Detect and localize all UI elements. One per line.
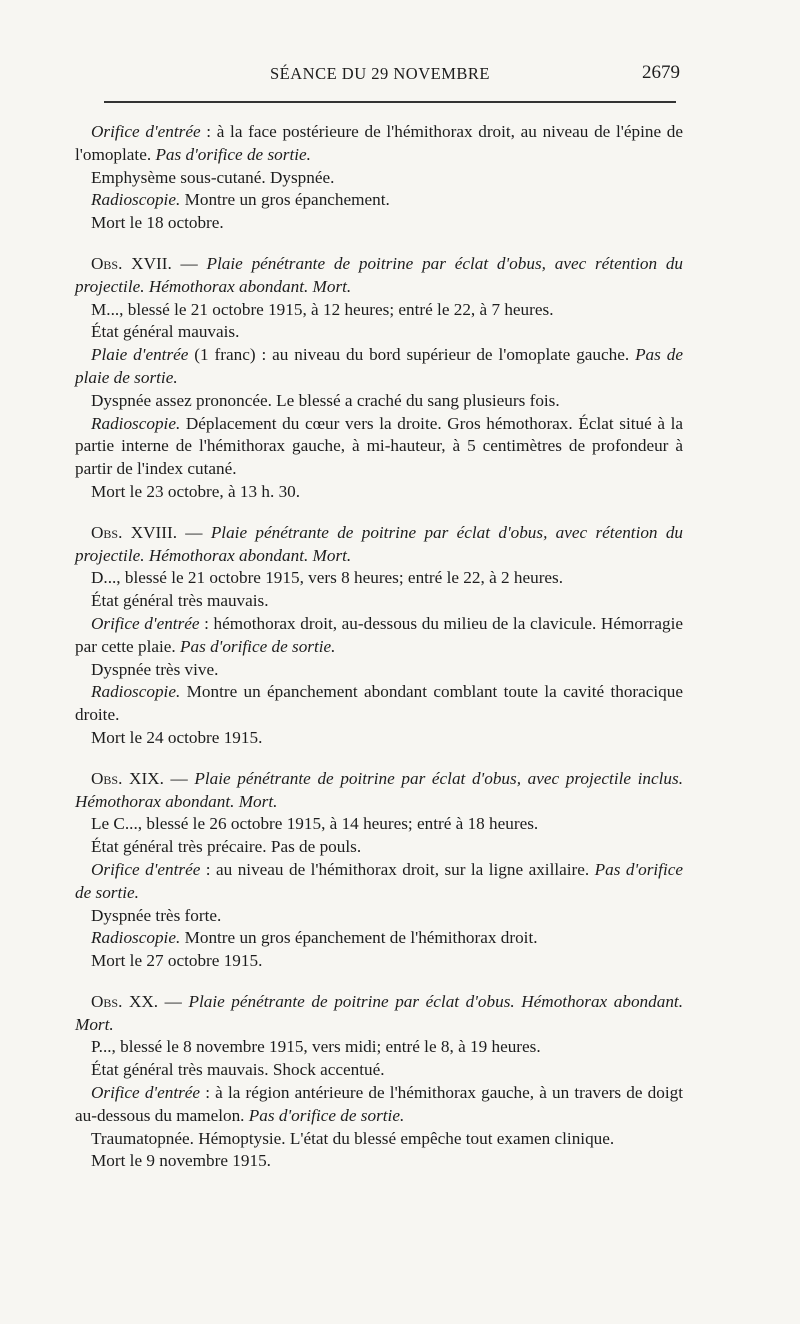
observation-label: Obs. XVIII. bbox=[91, 522, 177, 542]
paragraph bbox=[75, 927, 683, 950]
italic-text: Plaie pénétrante de poitrine par éclat d'obus, avec rétention du projectile. Hémothorax abondant. Mort. bbox=[75, 253, 684, 296]
text-run: — bbox=[158, 991, 189, 1011]
text-run: M..., blessé le 21 octobre 1915, à 12 heures; entré le 22, à 7 heures. bbox=[91, 299, 554, 319]
paragraph bbox=[75, 1059, 683, 1082]
text-run: : au niveau de l'hémithorax droit, sur la ligne axillaire. bbox=[200, 859, 595, 879]
paragraph bbox=[75, 167, 683, 190]
observation-label: Obs. XIX. bbox=[91, 768, 164, 788]
text-run: : à la région antérieure de l'hémithorax gauche, à un travers de doigt au-dessous du mamelon. bbox=[75, 1083, 683, 1125]
italic-text: Pas de plaie de sortie. bbox=[75, 345, 683, 387]
text-run: Mort le 24 octobre 1915. bbox=[91, 727, 263, 747]
italic-text: Plaie pénétrante de poitrine par éclat d'obus, avec projectile inclus. Hémothorax abondant. Mort. bbox=[75, 768, 683, 811]
italic-text: Pas d'orifice de sortie. bbox=[248, 1105, 405, 1125]
italic-text: Plaie pénétrante de poitrine par éclat d'obus, avec rétention du projectile. Hémothorax abondant. Mort. bbox=[75, 522, 684, 565]
text-run: : à la face postérieure de l'hémithorax droit, au niveau de l'épine de l'omoplate. bbox=[75, 122, 683, 164]
text-run: Montre un épanchement abondant comblant toute la cavité thoracique droite. bbox=[75, 682, 683, 725]
text-run: Mort le 9 novembre 1915. bbox=[91, 1151, 271, 1171]
italic-text: Radioscopie. bbox=[91, 190, 181, 210]
paragraph bbox=[75, 390, 683, 413]
text-run: Le C..., blessé le 26 octobre 1915, à 14 heures; entré à 18 heures. bbox=[91, 814, 539, 834]
italic-text: Pas d'orifice de sortie. bbox=[179, 636, 336, 656]
text-run: Montre un gros épanchement de l'hémithorax droit. bbox=[180, 928, 538, 948]
text-run: Emphysème sous-cutané. Dyspnée. bbox=[91, 167, 335, 187]
paragraph bbox=[75, 813, 683, 836]
text-run: P..., blessé le 8 novembre 1915, vers midi; entré le 8, à 19 heures. bbox=[91, 1037, 541, 1057]
paragraph bbox=[75, 299, 683, 322]
paragraph bbox=[75, 727, 683, 750]
paragraph bbox=[75, 768, 683, 814]
italic-text: Plaie pénétrante de poitrine par éclat d'obus. Hémothorax abondant. Mort. bbox=[75, 991, 683, 1034]
paragraph bbox=[75, 1082, 683, 1128]
paragraph bbox=[75, 321, 683, 344]
paragraph bbox=[75, 253, 683, 299]
text-run: État général très précaire. Pas de pouls. bbox=[91, 837, 362, 857]
paragraph bbox=[75, 859, 683, 905]
text-run: Dyspnée assez prononcée. Le blessé a craché du sang plusieurs fois. bbox=[91, 390, 560, 410]
running-head: SÉANCE DU 29 NOVEMBRE bbox=[270, 64, 490, 83]
text-run: Déplacement du cœur vers la droite. Gros hémothorax. Éclat situé à la partie interne de l'hémithorax gauche, à mi-hauteur, à 5 centimètres de profondeur à partir de l'index cutané. bbox=[75, 413, 683, 479]
italic-text: Orifice d'entrée bbox=[91, 859, 201, 879]
paragraph bbox=[75, 991, 683, 1037]
paragraph bbox=[75, 212, 683, 235]
paragraph bbox=[75, 905, 683, 928]
paragraph bbox=[75, 659, 683, 682]
paragraph bbox=[75, 567, 683, 590]
text-run: Traumatopnée. Hémoptysie. L'état du blessé empêche tout examen clinique. bbox=[91, 1128, 615, 1148]
text-run: — bbox=[177, 522, 211, 542]
italic-text: Pas d'orifice de sortie. bbox=[75, 859, 683, 902]
observation-label: Obs. XX. bbox=[91, 991, 159, 1011]
text-run: Mort le 18 octobre. bbox=[91, 213, 224, 233]
page-number: 2679 bbox=[642, 62, 680, 83]
paragraph bbox=[75, 121, 683, 167]
text-run: Dyspnée très vive. bbox=[91, 659, 219, 679]
paragraph bbox=[75, 613, 683, 659]
text-run: D..., blessé le 21 octobre 1915, vers 8 heures; entré le 22, à 2 heures. bbox=[91, 568, 564, 588]
paragraph bbox=[75, 413, 683, 481]
paragraph bbox=[75, 1036, 683, 1059]
text-run: Mort le 27 octobre 1915. bbox=[91, 951, 263, 971]
text-run: — bbox=[163, 768, 195, 788]
header-rule bbox=[104, 101, 676, 103]
text-run: Dyspnée très forte. bbox=[91, 905, 222, 925]
text-run: Mort le 23 octobre, à 13 h. 30. bbox=[91, 481, 301, 501]
text-run: : hémothorax droit, au-dessous du milieu de la clavicule. Hémorragie par cette plaie. bbox=[75, 613, 683, 656]
text-run: Montre un gros épanchement. bbox=[180, 190, 390, 210]
italic-text: Radioscopie. bbox=[91, 413, 181, 433]
paragraph bbox=[75, 836, 683, 859]
text-run: État général très mauvais. bbox=[91, 591, 269, 611]
paragraph bbox=[75, 344, 683, 390]
text-run: (1 franc) : au niveau du bord supérieur de l'omoplate gauche. bbox=[188, 345, 636, 365]
paragraph bbox=[75, 189, 683, 212]
paragraph bbox=[75, 1150, 683, 1173]
paragraph bbox=[75, 522, 683, 568]
text-run: État général très mauvais. Shock accentué. bbox=[91, 1060, 385, 1080]
italic-text: Orifice d'entrée bbox=[91, 1083, 201, 1103]
text-run: État général mauvais. bbox=[91, 322, 240, 342]
italic-text: Radioscopie. bbox=[91, 682, 181, 702]
page-header bbox=[80, 60, 680, 90]
observation-label: Obs. XVII. bbox=[91, 253, 172, 273]
paragraph bbox=[75, 950, 683, 973]
italic-text: Pas d'orifice de sortie. bbox=[155, 144, 311, 164]
italic-text: Orifice d'entrée bbox=[91, 122, 201, 141]
paragraph bbox=[75, 1128, 683, 1151]
text-run: — bbox=[171, 253, 207, 273]
paragraph bbox=[75, 481, 683, 504]
document-body bbox=[75, 121, 683, 1173]
italic-text: Radioscopie. bbox=[91, 928, 181, 948]
italic-text: Orifice d'entrée bbox=[91, 613, 200, 633]
paragraph bbox=[75, 681, 683, 727]
italic-text: Plaie d'entrée bbox=[91, 345, 189, 365]
paragraph bbox=[75, 590, 683, 613]
